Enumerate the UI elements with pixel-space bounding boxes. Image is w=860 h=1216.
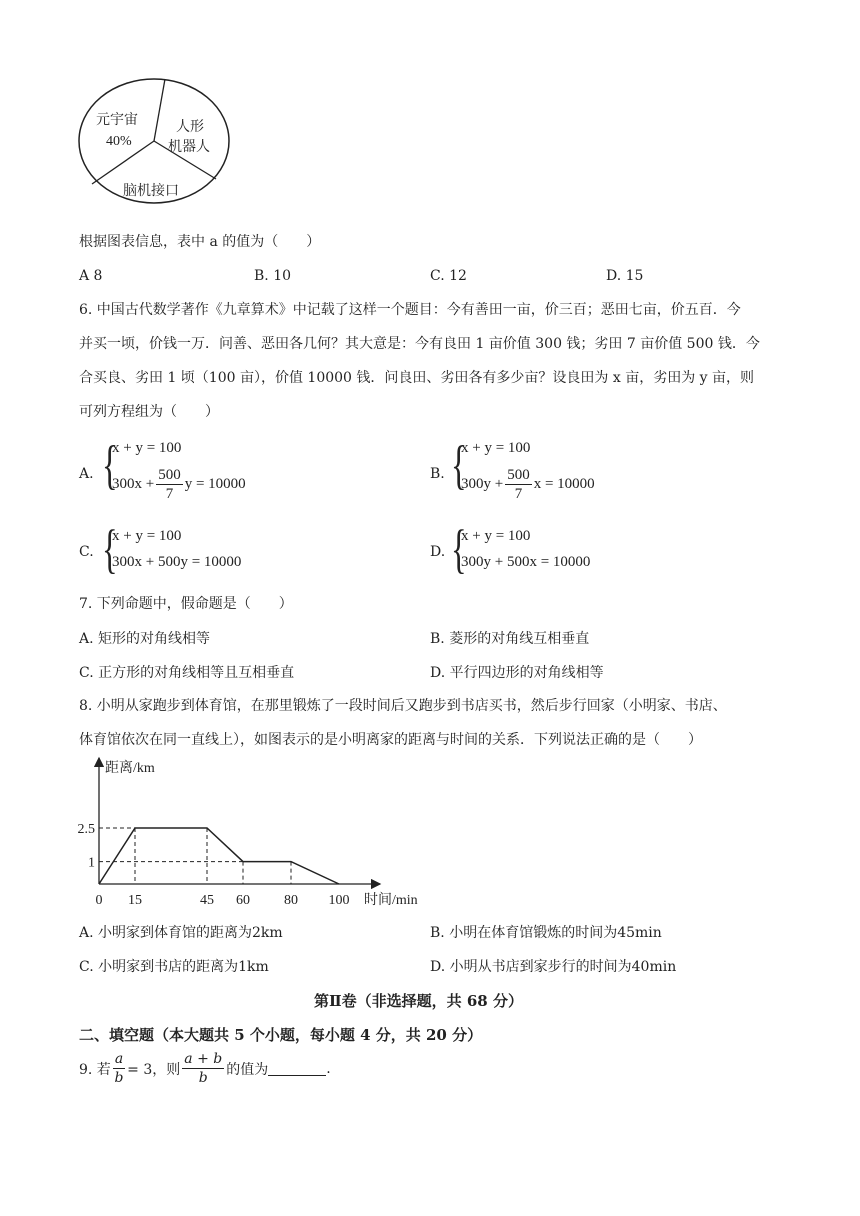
q6-option-c-label: C. xyxy=(79,544,94,560)
q8-line-2: 体育馆依次在同一直线上），如图表示的是小明离家的距离与时间的关系．下列说法正确的是（ ） xyxy=(79,732,702,748)
q9 xyxy=(79,1050,331,1087)
y-tick-label-1: 1 xyxy=(88,855,95,871)
x-tick-label-0: 0 xyxy=(95,893,103,908)
q6-a-eq2: 300x + $\frac{500}{7}$ y = 10000 xyxy=(112,467,246,502)
q9-end: . xyxy=(326,1060,331,1077)
x-tick-label-45: 45 xyxy=(200,893,214,908)
q5-option-b: B. 10 xyxy=(254,268,292,284)
q8-option-c: C. 小明家到书店的距离为1km xyxy=(79,959,269,975)
q7-stem: 7. 下列命题中，假命题是（ ） xyxy=(79,596,293,612)
q9-answer-blank[interactable] xyxy=(268,1061,326,1076)
q6-a-eq1: x + y = 100 xyxy=(112,440,182,456)
y-axis-label: 距离/km xyxy=(105,761,155,776)
q6-c-eq2: 300x + 500y = 10000 xyxy=(112,554,242,570)
q8-option-d: D. 小明从书店到家步行的时间为40min xyxy=(430,959,677,975)
q7-option-b: B. 菱形的对角线互相垂直 xyxy=(430,631,590,647)
x-tick-label-100: 100 xyxy=(328,893,350,908)
brace-icon: { xyxy=(451,519,467,579)
q8-line-1: 8. 小明从家跑步到体育馆，在那里锻炼了一段时间后又跑步到书店买书，然后步行回家（小明家、书店、 xyxy=(79,698,727,714)
distance-time-chart xyxy=(74,752,434,912)
q5-option-d: D. 15 xyxy=(606,268,644,284)
q8-option-a: A. 小明家到体育馆的距离为2km xyxy=(79,925,283,941)
q6-d-eq2: 300y + 500x = 10000 xyxy=(461,554,591,570)
q9-mid: = 3，则 xyxy=(127,1061,181,1078)
q6-b-eq1: x + y = 100 xyxy=(461,440,531,456)
pie-label-naoji: 脑机接口 xyxy=(123,184,179,199)
q6-line-2: 并买一顷，价钱一万．问善、恶田各几何？其大意是：今有良田 1 亩价值 300 钱；劣田 7 亩价值 500 钱．今 xyxy=(79,336,760,352)
q6-option-b-label: B. xyxy=(430,466,445,482)
q6-b-eq2: 300y + $\frac{500}{7}$ x = 10000 xyxy=(461,467,595,502)
brace-icon: { xyxy=(102,519,118,579)
q6-line-1: 6. 中国古代数学著作《九章算术》中记载了这样一个题目：今有善田一亩，价三百；恶田七亩，价五百．今 xyxy=(79,302,741,318)
q5-stem: 根据图表信息，表中 a 的值为（ ） xyxy=(79,234,321,250)
q5-option-a: A 8 xyxy=(79,268,103,284)
q6-option-b-system xyxy=(451,436,651,506)
q6-line-4: 可列方程组为（ ） xyxy=(79,404,219,420)
q6-c-eq1: x + y = 100 xyxy=(112,528,182,544)
q6-option-c-system xyxy=(102,519,302,579)
q5-option-c: C. 12 xyxy=(430,268,467,284)
pie-label-jiqiren: 机器人 xyxy=(168,140,210,155)
q9-fraction-a-over-b: $\frac{a}{b}$ xyxy=(114,1051,124,1086)
x-tick-label-15: 15 xyxy=(128,893,142,908)
pie-label-renxing: 人形 xyxy=(176,120,204,135)
section-title: 第Ⅱ卷（非选择题，共 68 分） xyxy=(314,992,523,1010)
y-tick-label-2.5: 2.5 xyxy=(77,822,95,837)
q6-option-d-label: D. xyxy=(430,544,446,560)
q9-post: 的值为 xyxy=(226,1061,269,1078)
q6-option-a-label: A. xyxy=(79,466,94,482)
part-two-heading: 二、填空题（本大题共 5 个小题，每小题 4 分，共 20 分） xyxy=(79,1026,483,1044)
x-tick-label-80: 80 xyxy=(284,893,298,908)
x-axis-label: 时间/min xyxy=(364,893,418,908)
q9-pre: 9. 若 xyxy=(79,1061,111,1078)
q6-option-a-system xyxy=(102,436,302,506)
q7-option-a: A. 矩形的对角线相等 xyxy=(79,631,211,647)
brace-icon: { xyxy=(102,435,118,495)
q7-option-c: C. 正方形的对角线相等且互相垂直 xyxy=(79,665,295,681)
pie-label-40pct: 40% xyxy=(106,134,132,149)
pie-label-yuanyuzhou: 元宇宙 xyxy=(96,113,138,128)
q6-line-3: 合买良、劣田 1 顷（100 亩），价值 10000 钱．问良田、劣田各有多少亩？设良田为 x 亩，劣田为 y 亩，则 xyxy=(79,370,755,386)
q7-option-d: D. 平行四边形的对角线相等 xyxy=(430,665,604,681)
q6-d-eq1: x + y = 100 xyxy=(461,528,531,544)
pie-chart xyxy=(76,74,236,204)
q6-option-d-system xyxy=(451,519,651,579)
brace-icon: { xyxy=(451,435,467,495)
q8-option-b: B. 小明在体育馆锻炼的时间为45min xyxy=(430,925,662,941)
q9-fraction-a-plus-b-over-b: $\frac{a + b}{b}$ xyxy=(184,1051,223,1086)
x-tick-label-60: 60 xyxy=(236,893,250,908)
